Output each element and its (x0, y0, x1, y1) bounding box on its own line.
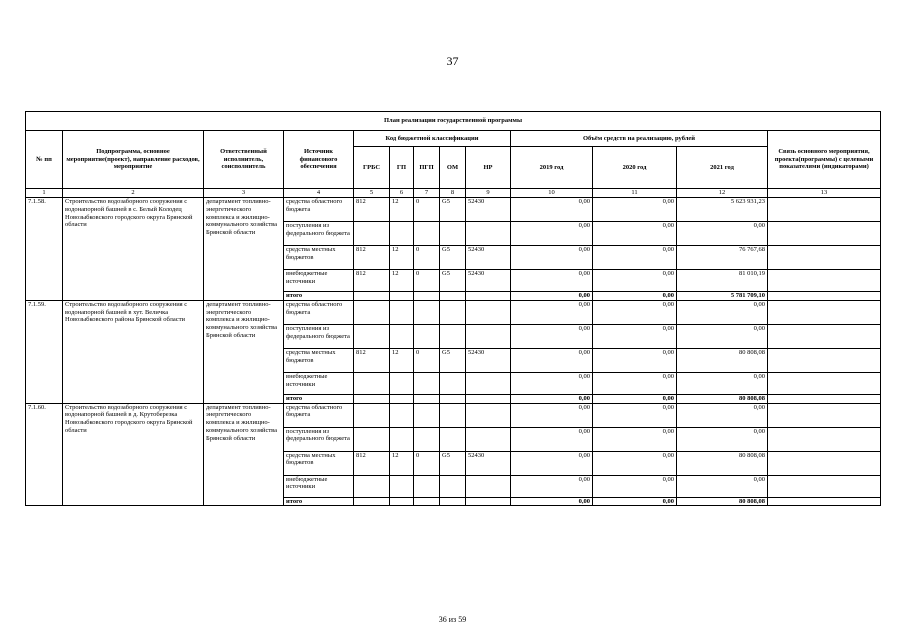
header-link: Связь основного мероприятия, проекта(программы) с целевыми показателями (индикаторами) (768, 131, 881, 189)
column-number: 13 (768, 189, 881, 198)
amount-2021: 76 767,68 (677, 246, 768, 270)
code-nr (466, 324, 511, 348)
indicator-link (768, 198, 881, 222)
funding-source: средства местных бюджетов (284, 348, 354, 372)
amount-2020: 0,00 (593, 372, 677, 394)
indicator-link (768, 497, 881, 506)
code-nr (466, 497, 511, 506)
column-number: 2 (63, 189, 204, 198)
column-number: 10 (511, 189, 593, 198)
code-pgp (414, 403, 440, 427)
indicator-link (768, 222, 881, 246)
amount-2021: 0,00 (677, 324, 768, 348)
column-number: 4 (284, 189, 354, 198)
amount-2020: 0,00 (593, 270, 677, 292)
code-gp (390, 427, 414, 451)
code-grbs (354, 403, 390, 427)
header-2021: 2021 год (677, 147, 768, 189)
column-number: 1 (26, 189, 63, 198)
code-om (440, 222, 466, 246)
amount-2020: 0,00 (593, 222, 677, 246)
code-nr (466, 475, 511, 497)
amount-2020: 0,00 (593, 292, 677, 301)
amount-2019: 0,00 (511, 300, 593, 324)
code-gp: 12 (390, 348, 414, 372)
funding-source: итого (284, 292, 354, 301)
indicator-link (768, 348, 881, 372)
indicator-link (768, 403, 881, 427)
code-om: G5 (440, 348, 466, 372)
code-nr (466, 222, 511, 246)
code-grbs (354, 372, 390, 394)
code-nr: 52430 (466, 270, 511, 292)
code-pgp: 0 (414, 270, 440, 292)
table-title: План реализации государственной программы (26, 112, 881, 131)
indicator-link (768, 324, 881, 348)
amount-2019: 0,00 (511, 324, 593, 348)
code-pgp (414, 427, 440, 451)
amount-2019: 0,00 (511, 270, 593, 292)
code-gp (390, 222, 414, 246)
column-number: 7 (414, 189, 440, 198)
indicator-link (768, 451, 881, 475)
amount-2021: 0,00 (677, 300, 768, 324)
code-pgp (414, 394, 440, 403)
page-top-number: 37 (446, 54, 459, 68)
code-gp (390, 300, 414, 324)
amount-2021: 80 808,08 (677, 497, 768, 506)
code-pgp (414, 372, 440, 394)
header-grbs: ГРБС (354, 147, 390, 189)
measure-name: Строительство водозаборного сооружения с водонапорной башней в д. Крутоберезка Новозыбковского городского округа Брянской области (63, 403, 204, 506)
code-pgp (414, 300, 440, 324)
code-om: G5 (440, 451, 466, 475)
executor-name: департамент топливно-энергетического комплекса и жилищно-коммунального хозяйства Брянской области (204, 403, 284, 506)
amount-2021: 0,00 (677, 403, 768, 427)
header-nr: НР (466, 147, 511, 189)
code-om (440, 372, 466, 394)
code-grbs: 812 (354, 451, 390, 475)
header-2020: 2020 год (593, 147, 677, 189)
amount-2019: 0,00 (511, 475, 593, 497)
indicator-link (768, 270, 881, 292)
code-om (440, 292, 466, 301)
code-grbs: 812 (354, 348, 390, 372)
code-nr (466, 427, 511, 451)
header-budget-code: Код бюджетной классификации (354, 131, 511, 147)
code-gp: 12 (390, 198, 414, 222)
code-om (440, 497, 466, 506)
amount-2021: 0,00 (677, 427, 768, 451)
code-nr: 52430 (466, 451, 511, 475)
amount-2021: 5 623 931,23 (677, 198, 768, 222)
header-executor: Ответственный исполнитель, соисполнитель (204, 131, 284, 189)
code-gp: 12 (390, 246, 414, 270)
amount-2020: 0,00 (593, 427, 677, 451)
amount-2020: 0,00 (593, 300, 677, 324)
amount-2020: 0,00 (593, 198, 677, 222)
column-number: 11 (593, 189, 677, 198)
amount-2020: 0,00 (593, 497, 677, 506)
column-number: 8 (440, 189, 466, 198)
amount-2019: 0,00 (511, 451, 593, 475)
code-om (440, 427, 466, 451)
indicator-link (768, 427, 881, 451)
page-footer: 36 из 59 (438, 615, 467, 624)
funding-source: итого (284, 497, 354, 506)
column-numbers-row (26, 189, 881, 198)
code-pgp (414, 222, 440, 246)
header-subprogram: Подпрограмма, основное мероприятие(проект), направление расходов, мероприятие (63, 131, 204, 189)
amount-2021: 80 808,08 (677, 348, 768, 372)
code-om: G5 (440, 246, 466, 270)
amount-2019: 0,00 (511, 348, 593, 372)
code-nr: 52430 (466, 246, 511, 270)
code-gp (390, 372, 414, 394)
amount-2021: 81 010,19 (677, 270, 768, 292)
amount-2020: 0,00 (593, 394, 677, 403)
code-grbs (354, 475, 390, 497)
code-grbs (354, 292, 390, 301)
amount-2019: 0,00 (511, 222, 593, 246)
measure-name: Строительство водозаборного сооружения с водонапорной башней в хут. Величка Новозыбковского района Брянской области (63, 300, 204, 403)
code-grbs: 812 (354, 270, 390, 292)
amount-2021: 0,00 (677, 222, 768, 246)
header-2019: 2019 год (511, 147, 593, 189)
indicator-link (768, 394, 881, 403)
funding-source: поступления из федерального бюджета (284, 324, 354, 348)
amount-2020: 0,00 (593, 324, 677, 348)
code-grbs (354, 427, 390, 451)
amount-2019: 0,00 (511, 497, 593, 506)
table-row (26, 198, 881, 222)
code-nr (466, 394, 511, 403)
code-pgp (414, 324, 440, 348)
amount-2019: 0,00 (511, 394, 593, 403)
indicator-link (768, 372, 881, 394)
funding-source: средства областного бюджета (284, 300, 354, 324)
amount-2021: 80 808,08 (677, 394, 768, 403)
indicator-link (768, 475, 881, 497)
code-om (440, 403, 466, 427)
funding-source: итого (284, 394, 354, 403)
amount-2021: 5 781 709,10 (677, 292, 768, 301)
code-grbs (354, 497, 390, 506)
executor-name: департамент топливно-энергетического комплекса и жилищно-коммунального хозяйства Брянской области (204, 300, 284, 403)
funding-source: внебюджетные источники (284, 372, 354, 394)
code-grbs: 812 (354, 198, 390, 222)
measure-name: Строительство водозаборного сооружения с водонапорной башней в с. Белый Колодец Новозыбковского городского округа Брянской области (63, 198, 204, 301)
amount-2019: 0,00 (511, 372, 593, 394)
code-om (440, 394, 466, 403)
code-grbs (354, 222, 390, 246)
header-om: ОМ (440, 147, 466, 189)
code-gp (390, 497, 414, 506)
code-gp: 12 (390, 270, 414, 292)
amount-2019: 0,00 (511, 403, 593, 427)
code-nr (466, 372, 511, 394)
code-pgp: 0 (414, 348, 440, 372)
row-number: 7.1.58. (26, 198, 63, 301)
column-number: 12 (677, 189, 768, 198)
amount-2019: 0,00 (511, 292, 593, 301)
row-number: 7.1.60. (26, 403, 63, 506)
code-gp (390, 403, 414, 427)
code-gp (390, 292, 414, 301)
amount-2020: 0,00 (593, 451, 677, 475)
header-num: № пп (26, 131, 63, 189)
column-number: 9 (466, 189, 511, 198)
code-pgp: 0 (414, 198, 440, 222)
row-number: 7.1.59. (26, 300, 63, 403)
amount-2021: 0,00 (677, 475, 768, 497)
header-volume: Объём средств на реализацию, рублей (511, 131, 768, 147)
code-gp (390, 394, 414, 403)
table-row (26, 300, 881, 324)
amount-2021: 80 808,08 (677, 451, 768, 475)
indicator-link (768, 300, 881, 324)
table-row (26, 403, 881, 427)
code-nr: 52430 (466, 348, 511, 372)
code-om (440, 324, 466, 348)
funding-source: поступления из федерального бюджета (284, 427, 354, 451)
funding-source: средства областного бюджета (284, 403, 354, 427)
code-pgp (414, 497, 440, 506)
code-pgp: 0 (414, 246, 440, 270)
funding-source: средства местных бюджетов (284, 246, 354, 270)
amount-2020: 0,00 (593, 348, 677, 372)
code-nr: 52430 (466, 198, 511, 222)
amount-2020: 0,00 (593, 246, 677, 270)
amount-2020: 0,00 (593, 475, 677, 497)
amount-2019: 0,00 (511, 246, 593, 270)
code-om (440, 300, 466, 324)
amount-2020: 0,00 (593, 403, 677, 427)
header-source: Источник финансового обеспечения (284, 131, 354, 189)
amount-2021: 0,00 (677, 372, 768, 394)
indicator-link (768, 246, 881, 270)
indicator-link (768, 292, 881, 301)
funding-source: средства областного бюджета (284, 198, 354, 222)
amount-2019: 0,00 (511, 427, 593, 451)
header-pgp: ПГП (414, 147, 440, 189)
funding-source: внебюджетные источники (284, 475, 354, 497)
code-om (440, 475, 466, 497)
column-number: 6 (390, 189, 414, 198)
funding-source: внебюджетные источники (284, 270, 354, 292)
column-number: 5 (354, 189, 390, 198)
code-grbs (354, 394, 390, 403)
code-pgp (414, 475, 440, 497)
code-grbs: 812 (354, 246, 390, 270)
code-gp (390, 475, 414, 497)
funding-source: поступления из федерального бюджета (284, 222, 354, 246)
code-grbs (354, 324, 390, 348)
code-nr (466, 292, 511, 301)
column-number: 3 (204, 189, 284, 198)
code-om: G5 (440, 270, 466, 292)
code-nr (466, 403, 511, 427)
code-gp: 12 (390, 451, 414, 475)
code-om: G5 (440, 198, 466, 222)
executor-name: департамент топливно-энергетического комплекса и жилищно-коммунального хозяйства Брянской области (204, 198, 284, 301)
amount-2019: 0,00 (511, 198, 593, 222)
funding-source: средства местных бюджетов (284, 451, 354, 475)
code-pgp (414, 292, 440, 301)
code-nr (466, 300, 511, 324)
header-gp: ГП (390, 147, 414, 189)
code-pgp: 0 (414, 451, 440, 475)
program-plan-table (25, 111, 881, 506)
code-gp (390, 324, 414, 348)
code-grbs (354, 300, 390, 324)
